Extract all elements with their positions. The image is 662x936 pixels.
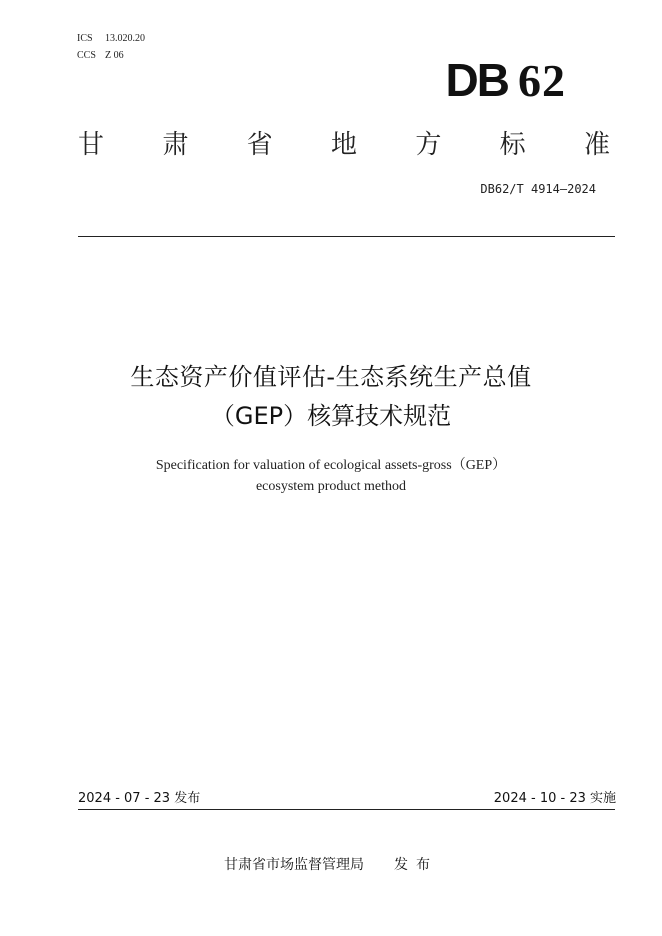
standard-type-title bbox=[78, 126, 610, 164]
chinese-title-line-1: 生态资产价值评估-生态系统生产总值 bbox=[130, 363, 532, 391]
issuer-name: 甘肃省市场监督管理局 bbox=[224, 857, 364, 873]
ccs-code bbox=[77, 50, 124, 62]
standard-type-char: 肃 bbox=[162, 130, 189, 160]
db-letters: DB bbox=[445, 54, 508, 106]
english-title-line-2: ecosystem product method bbox=[255, 479, 407, 494]
ccs-value: Z 06 bbox=[105, 50, 124, 61]
issuer-line bbox=[0, 855, 662, 875]
implementation-date: 2024 - 10 - 23 实施 bbox=[493, 791, 616, 806]
english-title-line-1: Specification for valuation of ecological assets-gross（GEP） bbox=[155, 458, 507, 473]
publish-label: 发布 bbox=[394, 857, 438, 873]
standard-type-char: 方 bbox=[415, 130, 442, 160]
db-logo bbox=[446, 52, 566, 109]
standard-type-char: 甘 bbox=[78, 130, 105, 160]
ics-code bbox=[77, 33, 145, 45]
bottom-divider bbox=[78, 809, 615, 810]
ccs-label: CCS bbox=[77, 50, 96, 61]
issued-date: 2024 - 07 - 23 发布 bbox=[78, 791, 201, 806]
chinese-title-line-2: （GEP）核算技术规范 bbox=[210, 402, 452, 430]
standard-type-char: 准 bbox=[583, 130, 610, 160]
standard-number: DB62/T 4914—2024 bbox=[480, 182, 596, 196]
ics-value: 13.020.20 bbox=[105, 33, 145, 44]
standard-type-char: 地 bbox=[330, 130, 357, 160]
top-divider bbox=[78, 236, 615, 237]
standard-type-char: 标 bbox=[499, 130, 526, 160]
ics-label: ICS bbox=[77, 33, 93, 44]
standard-type-char: 省 bbox=[246, 130, 273, 160]
db-number: 62 bbox=[518, 55, 566, 106]
